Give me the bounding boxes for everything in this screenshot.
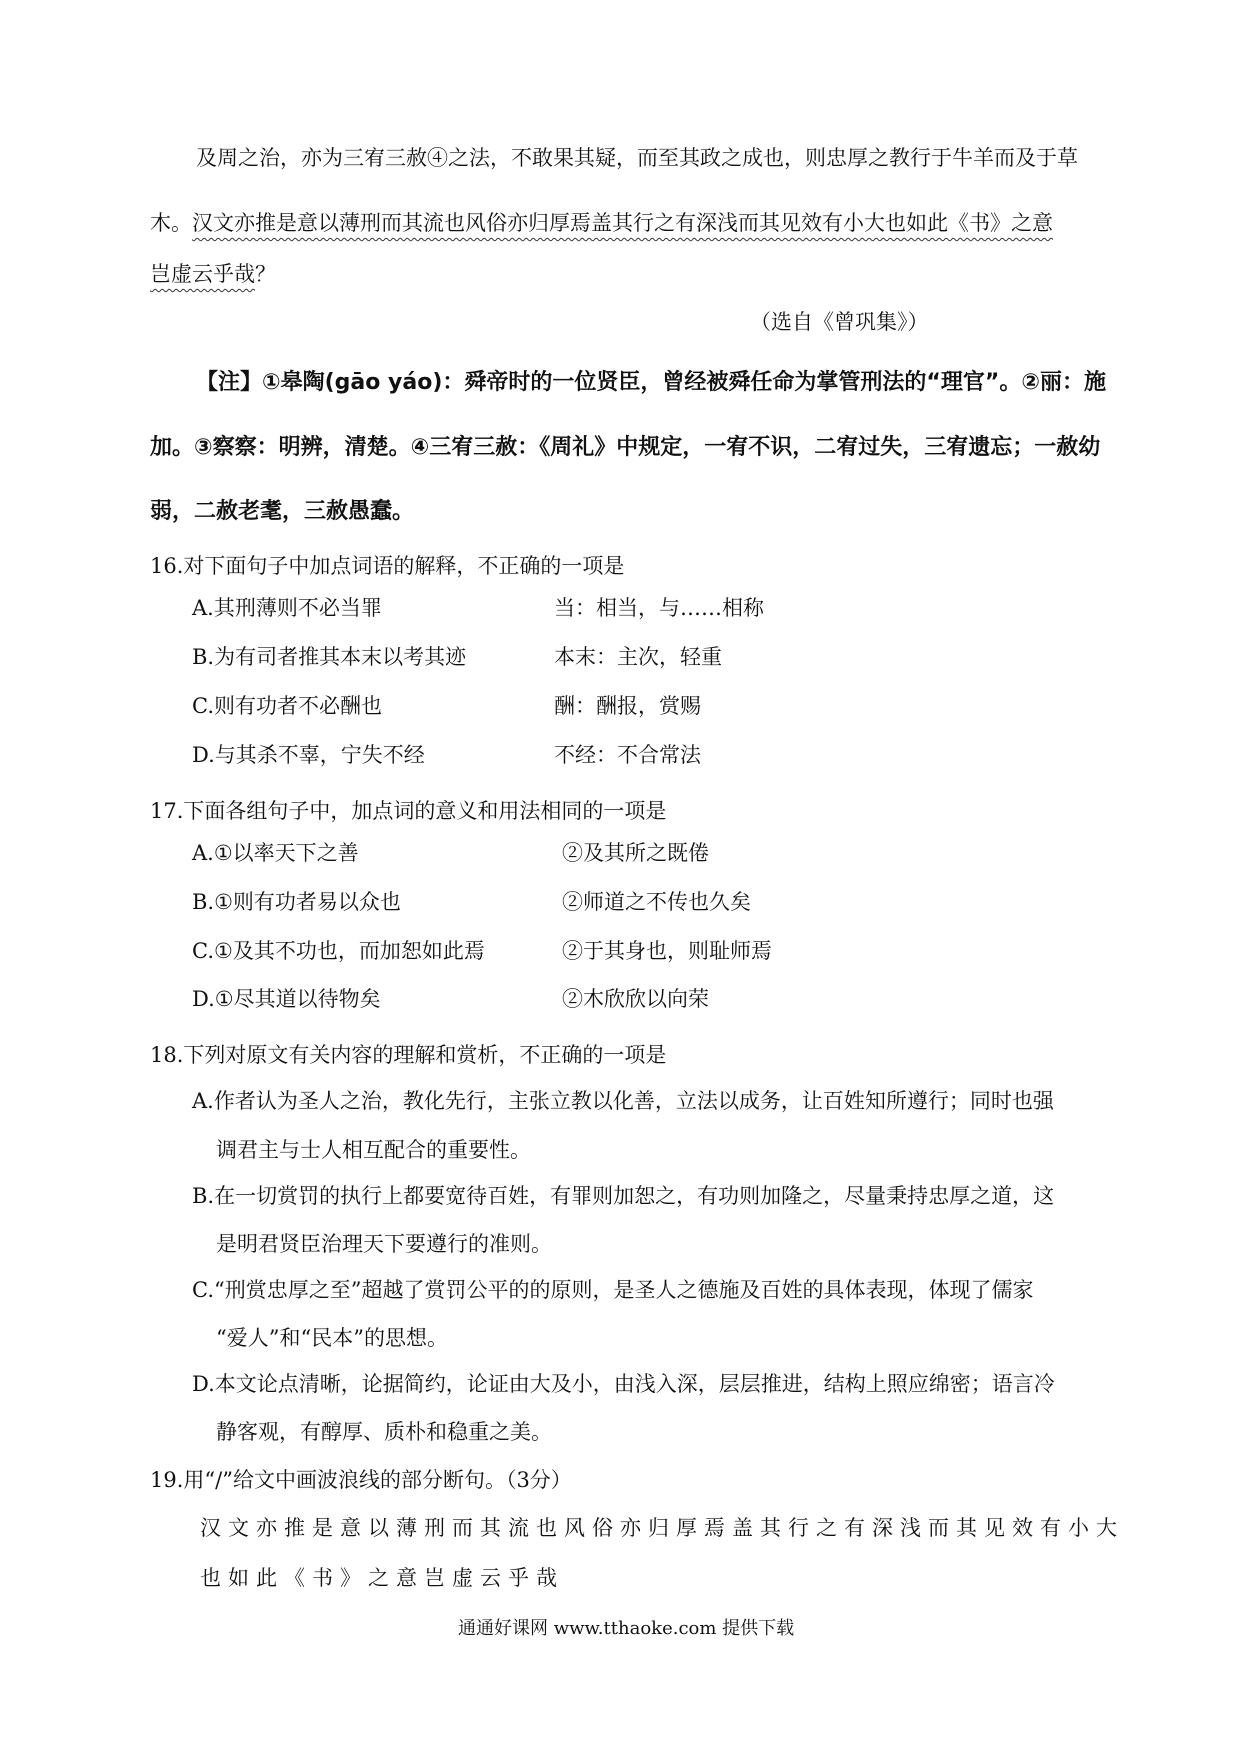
q17-option-c: C.①及其不功也，而加恕如此焉 — [192, 939, 485, 963]
q16-option-c-explanation: 酬：酬报，赏赐 — [554, 694, 701, 718]
q18-option-b-line-2: 是明君贤臣治理天下要遵行的准则。 — [216, 1232, 552, 1256]
q18-option-c-line-1: C.“刑赏忠厚之至”超越了赏罚公平的的原则，是圣人之德施及百姓的具体表现，体现了儒家 — [192, 1278, 1034, 1302]
q18-option-c-line-2: “爱人”和“民本”的思想。 — [216, 1326, 448, 1350]
q17-option-a-right: ②及其所之既倦 — [562, 841, 709, 865]
wavy-underlined-text: 汉文亦推是意以薄刑而其流也风俗亦归厚焉盖其行之有深浅而其见效有小大也如此《书》之意 — [192, 211, 1053, 235]
q16-stem: 16.对下面句子中加点词语的解释，不正确的一项是 — [150, 554, 625, 578]
passage-line-2 — [150, 207, 1053, 237]
notes-line-1: 【注】①皋陶(gāo yáo)：舜帝时的一位贤臣，曾经被舜任命为掌管刑法的“理官”。②丽：施 — [196, 370, 1106, 395]
q17-option-c-right: ②于其身也，则耻师焉 — [562, 939, 772, 963]
q18-option-b-line-1: B.在一切赏罚的执行上都要宽待百姓，有罪则加恕之，有功则加隆之，尽量秉持忠厚之道，这 — [192, 1184, 1055, 1208]
q18-option-a-line-1: A.作者认为圣人之治，教化先行，主张立教以化善，立法以成务，让百姓知所遵行；同时也强 — [192, 1089, 1054, 1113]
q16-option-b: B.为有司者推其本末以考其迹 — [192, 645, 467, 669]
source-citation: （选自《曾巩集》） — [750, 310, 929, 334]
q18-option-d-line-1: D.本文论点清晰，论据简约，论证由大及小，由浅入深，层层推进，结构上照应绵密；语言冷 — [192, 1372, 1055, 1396]
q17-option-b-right: ②师道之不传也久矣 — [562, 890, 751, 914]
q16-option-c: C.则有功者不必酬也 — [192, 694, 382, 718]
q19-text-line-2: 也如此《书》之意岂虚云乎哉 — [200, 1566, 564, 1590]
q16-option-d-explanation: 不经：不合常法 — [554, 743, 701, 767]
q16-option-b-explanation: 本末：主次，轻重 — [554, 645, 722, 669]
passage-line-3-end: ？ — [255, 262, 276, 286]
passage-line-1: 及周之治，亦为三宥三赦④之法，不敢果其疑，而至其政之成也，则忠厚之教行于牛羊而及于草 — [196, 146, 1078, 170]
q17-option-d-right: ②木欣欣以向荣 — [562, 987, 709, 1011]
q17-option-a: A.①以率天下之善 — [192, 841, 359, 865]
q18-option-a-line-2: 调君主与士人相互配合的重要性。 — [216, 1138, 531, 1162]
q18-stem: 18.下列对原文有关内容的理解和赏析，不正确的一项是 — [150, 1043, 667, 1067]
q17-option-b: B.①则有功者易以众也 — [192, 890, 401, 914]
notes-line-3: 弱，二赦老耄，三赦愚蠢。 — [150, 499, 415, 524]
q17-stem: 17.下面各组句子中，加点词的意义和用法相同的一项是 — [150, 799, 667, 823]
q16-option-d: D.与其杀不辜，宁失不经 — [192, 743, 425, 767]
notes-line-2: 加。③察察：明辨，清楚。④三宥三赦：《周礼》中规定，一宥不识，二宥过失，三宥遗忘；一赦幼 — [150, 435, 1101, 460]
passage-line-3 — [150, 258, 276, 288]
passage-line-2-start: 木。 — [150, 211, 192, 235]
q19-text-line-1: 汉文亦推是意以薄刑而其流也风俗亦归厚焉盖其行之有深浅而其见效有小大 — [200, 1516, 1124, 1540]
q16-option-a-explanation: 当：相当，与……相称 — [554, 596, 764, 620]
q19-stem: 19.用“/”给文中画波浪线的部分断句。（3分） — [150, 1468, 572, 1492]
page-footer: 通通好课网 www.tthaoke.com 提供下载 — [458, 1618, 795, 1639]
q18-option-d-line-2: 静客观，有醇厚、质朴和稳重之美。 — [216, 1420, 552, 1444]
wavy-underlined-text-2: 岂虚云乎哉 — [150, 262, 255, 286]
q17-option-d: D.①尽其道以待物矣 — [192, 987, 381, 1011]
q16-option-a: A.其刑薄则不必当罪 — [192, 596, 382, 620]
